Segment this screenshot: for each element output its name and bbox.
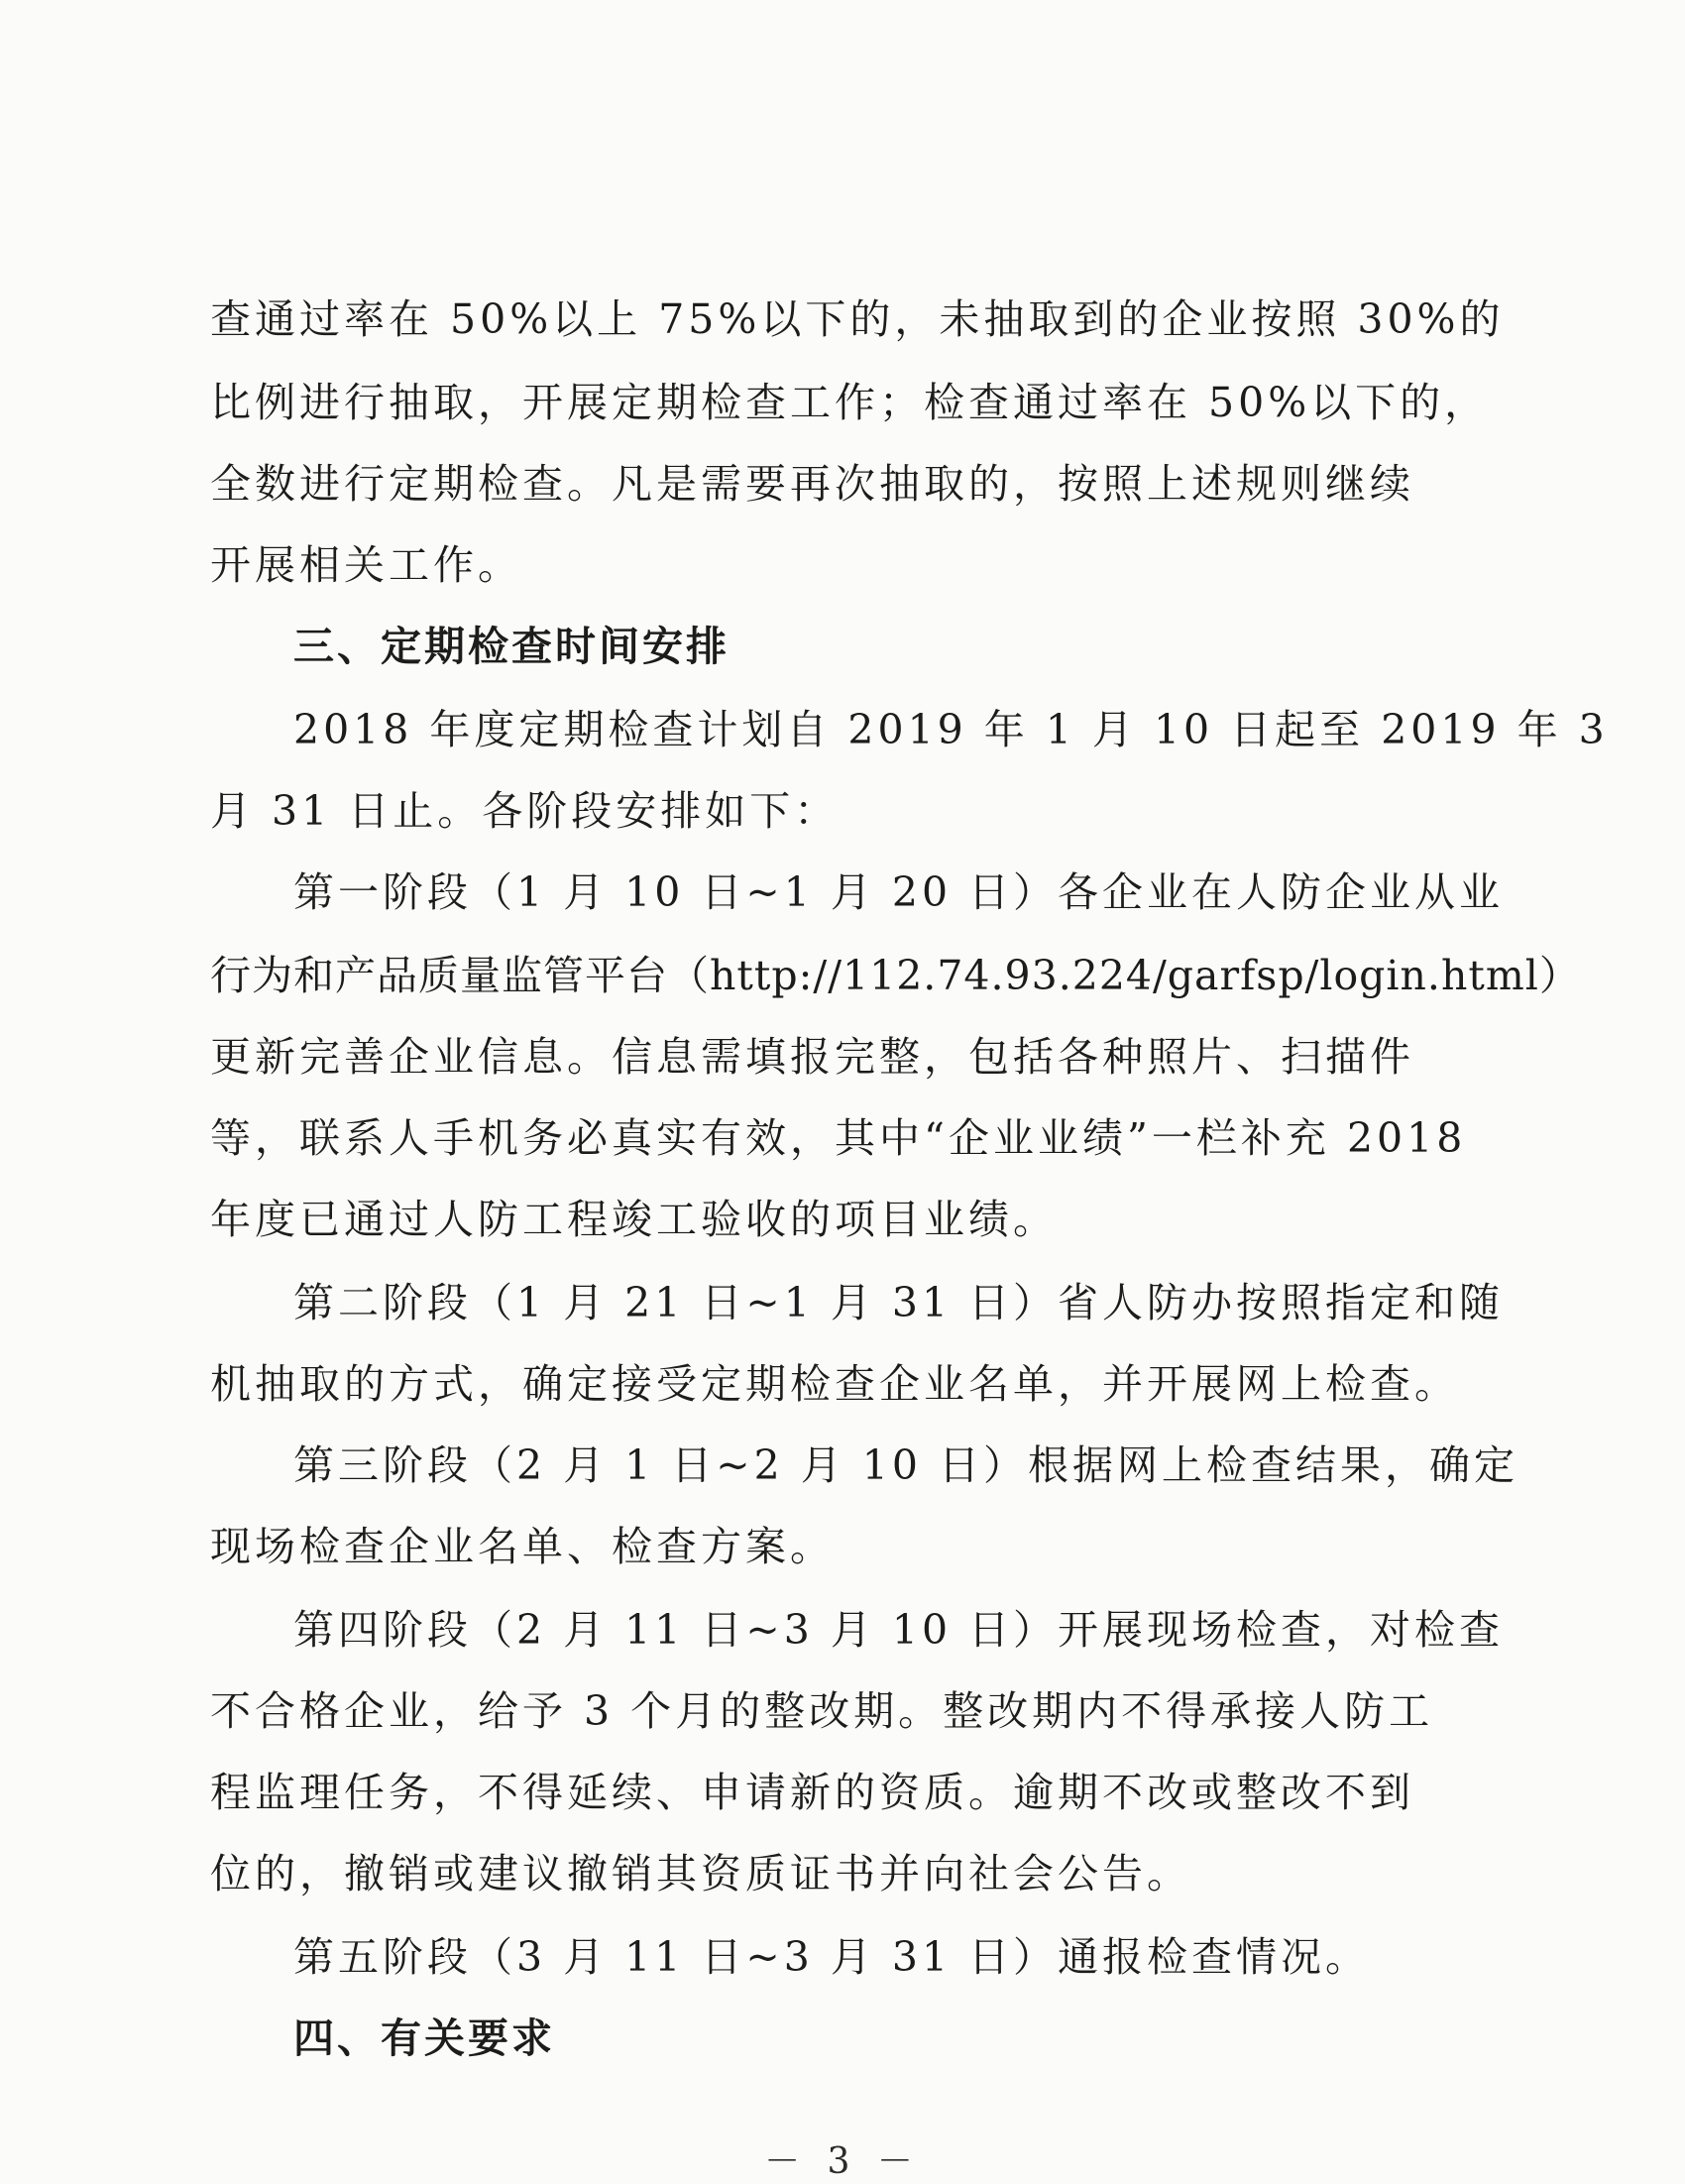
- paragraph-line: 位的，撤销或建议撤销其资质证书并向社会公告。: [210, 1850, 1191, 1897]
- paragraph-line: 第四阶段（2 月 11 日~3 月 10 日）开展现场检查，对检查: [293, 1606, 1505, 1654]
- paragraph-line: 机抽取的方式，确定接受定期检查企业名单，并开展网上检查。: [210, 1360, 1459, 1408]
- paragraph-line: 年度已通过人防工程竣工验收的项目业绩。: [210, 1196, 1058, 1243]
- section-heading-schedule: 三、定期检查时间安排: [293, 623, 730, 670]
- paragraph-line: 第一阶段（1 月 10 日~1 月 20 日）各企业在人防企业从业: [293, 868, 1505, 916]
- paragraph-line: 不合格企业，给予 3 个月的整改期。整改期内不得承接人防工: [210, 1687, 1434, 1735]
- paragraph-line: 比例进行抽取，开展定期检查工作；检查通过率在 50%以下的，: [210, 379, 1490, 426]
- section-heading-requirements: 四、有关要求: [293, 2014, 555, 2062]
- paragraph-line: 第三阶段（2 月 1 日~2 月 10 日）根据网上检查结果，确定: [293, 1441, 1518, 1489]
- paragraph-line: 开展相关工作。: [210, 541, 522, 589]
- paragraph-line: 月 31 日止。各阶段安排如下：: [210, 787, 840, 835]
- page-number: － 3 －: [764, 2141, 921, 2182]
- paragraph-line: 全数进行定期检查。凡是需要再次抽取的，按照上述规则继续: [210, 460, 1414, 508]
- paragraph-line: 等，联系人手机务必真实有效，其中“企业业绩”一栏补充 2018: [210, 1114, 1467, 1162]
- paragraph-line: 现场检查企业名单、检查方案。: [210, 1523, 835, 1570]
- paragraph-line: 程监理任务，不得延续、申请新的资质。逾期不改或整改不到: [210, 1769, 1414, 1816]
- paragraph-line: 第五阶段（3 月 11 日~3 月 31 日）通报检查情况。: [293, 1933, 1371, 1981]
- paragraph-line: 更新完善企业信息。信息需填报完整，包括各种照片、扫描件: [210, 1033, 1414, 1081]
- paragraph-line: 2018 年度定期检查计划自 2019 年 1 月 10 日起至 2019 年 3: [293, 706, 1609, 753]
- paragraph-line: 第二阶段（1 月 21 日~1 月 31 日）省人防办按照指定和随: [293, 1279, 1505, 1326]
- paragraph-line-with-url: 行为和产品质量监管平台（http://112.74.93.224/garfsp/login.html）: [210, 952, 1581, 999]
- paragraph-line: 查通过率在 50%以上 75%以下的，未抽取到的企业按照 30%的: [210, 295, 1505, 343]
